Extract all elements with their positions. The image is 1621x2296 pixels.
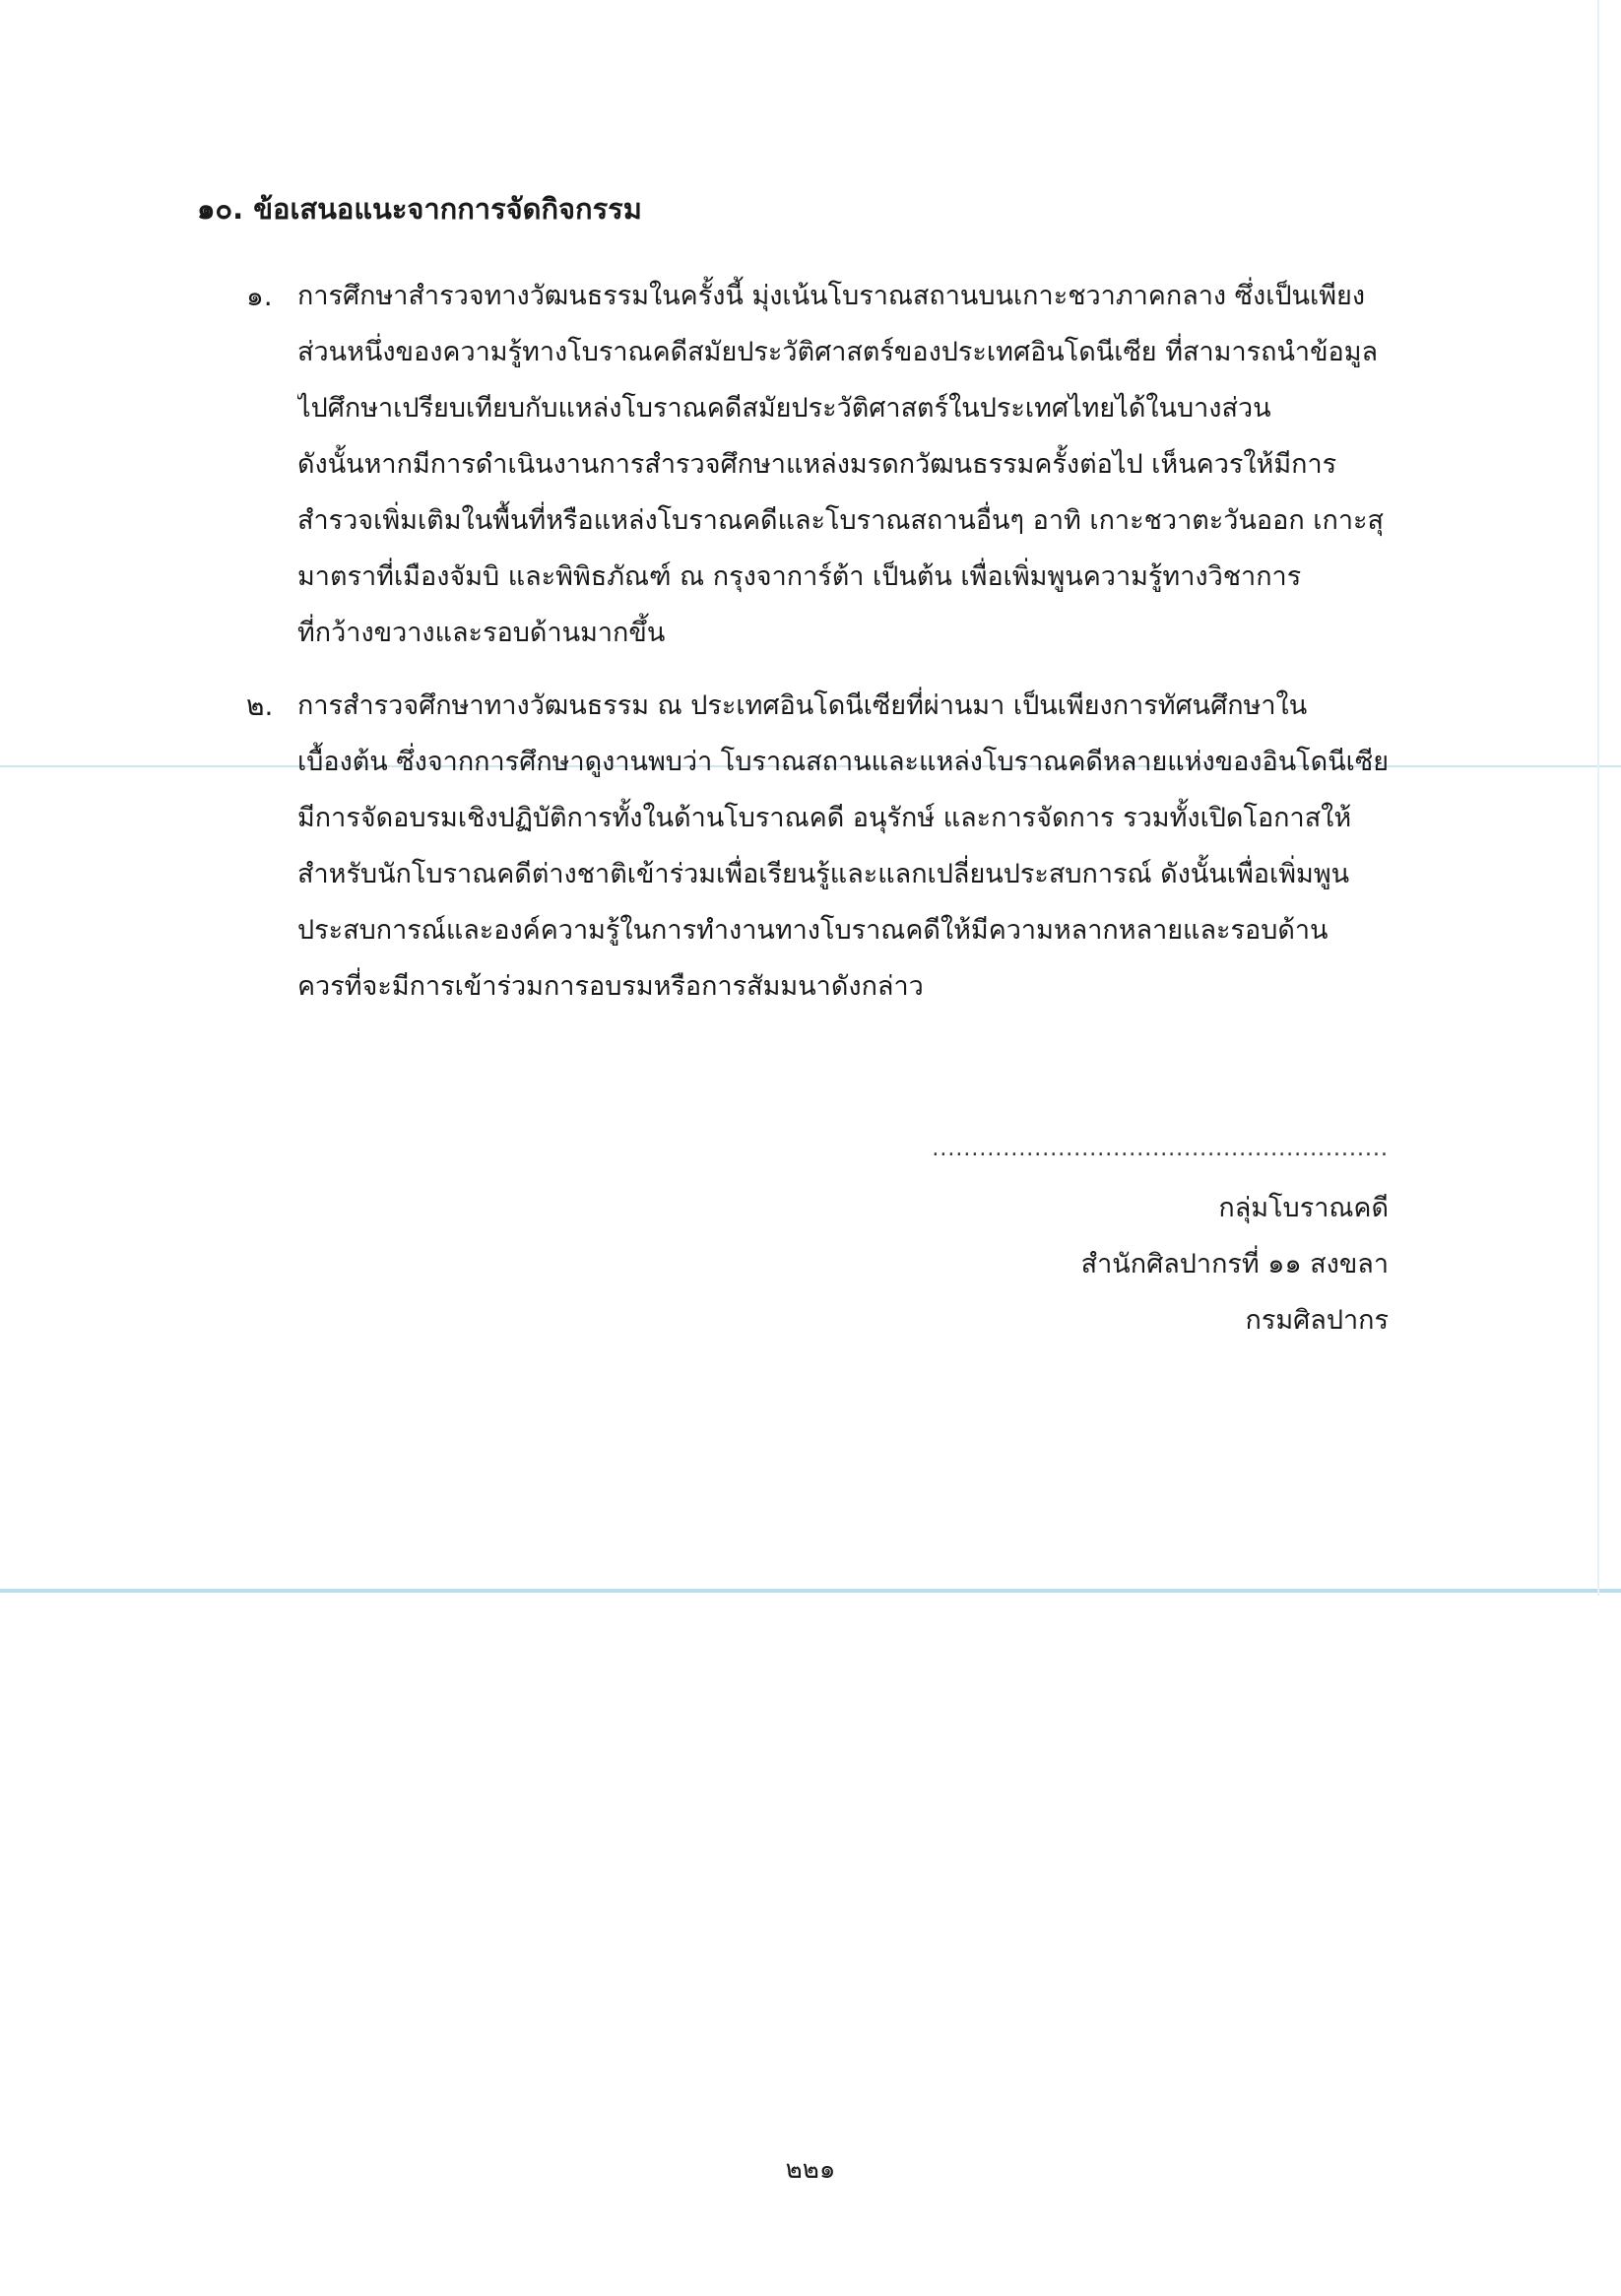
signature-dotted-line: ..........................................................: [932, 1137, 1389, 1161]
signature-office: สำนักศิลปากรที่ ๑๑ สงขลา: [1080, 1249, 1389, 1279]
section-heading: ๑๐. ข้อเสนอแนะจากการจัดกิจกรรม: [197, 192, 642, 226]
text-line: การสำรวจศึกษาทางวัฒนธรรม ณ ประเทศอินโดนีเซียที่ผ่านมา เป็นเพียงการทัศนศึกษาใน: [297, 690, 1308, 721]
text-line: สำรวจเพิ่มเติมในพื้นที่หรือแหล่งโบราณคดีและโบราณสถานอื่นๆ อาทิ เกาะชวาตะวันออก เกาะสุ: [297, 505, 1384, 536]
text-line: มาตราที่เมืองจัมบิ และพิพิธภัณฑ์ ณ กรุงจาการ์ต้า เป็นต้น เพื่อเพิ่มพูนความรู้ทางวิชาการ: [297, 561, 1302, 592]
text-line: ประสบการณ์และองค์ความรู้ในการทำงานทางโบราณคดีให้มีความหลากหลายและรอบด้าน: [297, 915, 1329, 946]
text-line: ที่กว้างขวางและรอบด้านมากขึ้น: [297, 618, 666, 648]
signature-unit: กลุ่มโบราณคดี: [1218, 1193, 1389, 1223]
signature-department: กรมศิลปากร: [1245, 1305, 1389, 1336]
text-line: สำหรับนักโบราณคดีต่างชาติเข้าร่วมเพื่อเรียนรู้และแลกเปลี่ยนประสบการณ์ ดังนั้นเพื่อเพิ่มพูน: [297, 859, 1350, 889]
text-line: ดังนั้นหากมีการดำเนินงานการสำรวจศึกษาแหล่งมรดกวัฒนธรรมครั้งต่อไป เห็นควรให้มีการ: [297, 449, 1337, 480]
text-line: มีการจัดอบรมเชิงปฏิบัติการทั้งในด้านโบราณคดี อนุรักษ์ และการจัดการ รวมทั้งเปิดโอกาสให้: [297, 803, 1352, 833]
scan-artifact-line: [0, 1589, 1621, 1593]
text-line: การศึกษาสำรวจทางวัฒนธรรมในครั้งนี้ มุ่งเน้นโบราณสถานบนเกาะชวาภาคกลาง ซึ่งเป็นเพียง: [297, 281, 1366, 311]
item-number: ๒.: [246, 689, 274, 722]
text-line: เบื้องต้น ซึ่งจากการศึกษาดูงานพบว่า โบราณสถานและแหล่งโบราณคดีหลายแห่งของอินโดนีเซีย: [297, 747, 1389, 777]
item-number: ๑.: [246, 280, 273, 312]
text-line: ส่วนหนึ่งของความรู้ทางโบราณคดีสมัยประวัติศาสตร์ของประเทศอินโดนีเซีย ที่สามารถนำข้อมูล: [297, 337, 1379, 367]
item-text: [297, 678, 1389, 1015]
text-line: ไปศึกษาเปรียบเทียบกับแหล่งโบราณคดีสมัยประวัติศาสตร์ในประเทศไทยได้ในบางส่วน: [297, 393, 1271, 424]
page-number: ๒๒๑: [785, 2155, 836, 2185]
signature-block: [932, 1135, 1389, 1348]
item-text: [297, 268, 1389, 661]
scan-artifact-edge: [1597, 0, 1599, 1596]
text-line: ควรที่จะมีการเข้าร่วมการอบรมหรือการสัมมนาดังกล่าว: [297, 971, 924, 1002]
